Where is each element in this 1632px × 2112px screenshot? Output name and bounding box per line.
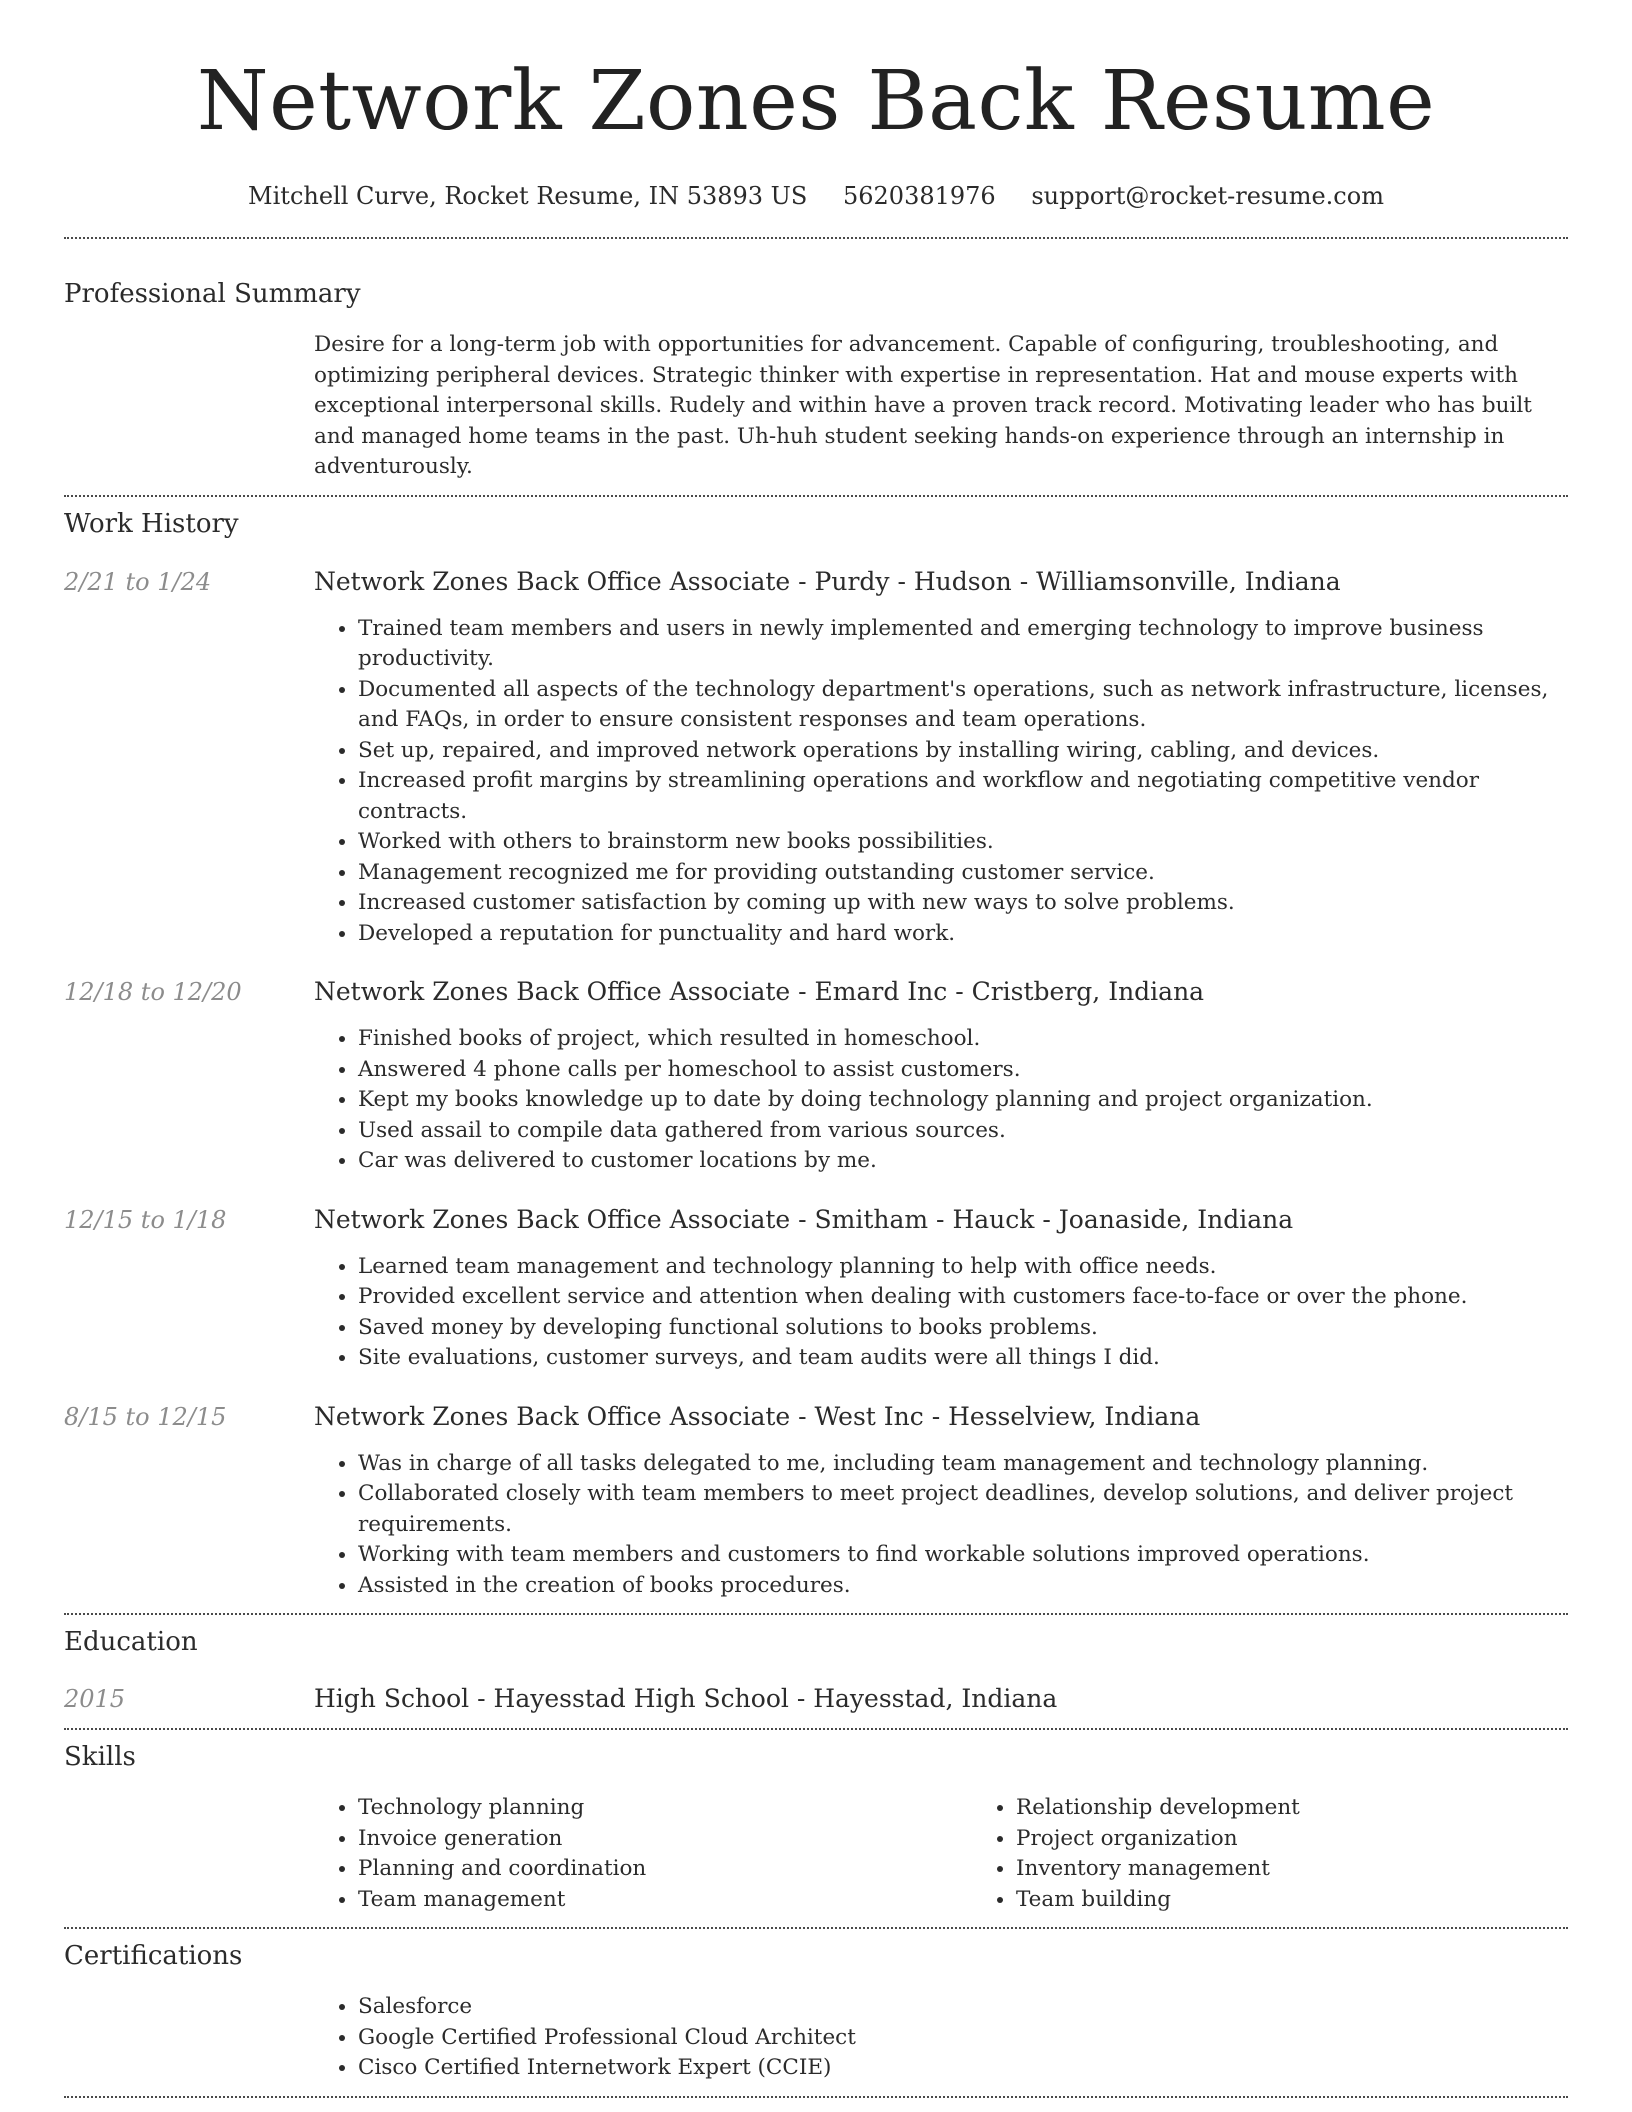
list-item: • Kept my books knowledge up to date by doing technology planning and project organization. [358,1085,1568,1116]
skill-item: • Technology planning [358,1793,972,1824]
contact-line [0,180,1632,212]
job-entry [64,1203,1568,1374]
job-title: Network Zones Back Office Associate - Smitham - Hauck - Joanaside, Indiana [314,1204,1294,1234]
list-item: • Car was delivered to customer locations by me. [358,1146,1568,1177]
skill-item: • Inventory management [1016,1854,1630,1885]
skill-item: • Relationship development [1016,1793,1630,1824]
skills-list-left [314,1793,972,1915]
candidate-name: Network Zones Back Resume [196,54,1436,149]
education-year: 2015 [64,1685,126,1713]
education-entry: High School - Hayesstad High School - Hayesstad, Indiana [314,1684,1058,1713]
job-entry [64,975,1568,1177]
summary-section [0,239,1632,483]
job-bullets [314,1449,1568,1602]
skills-list-right [972,1793,1630,1915]
list-item: • Site evaluations, customer surveys, and team audits were all things I did. [358,1343,1568,1374]
list-item: • Was in charge of all tasks delegated to me, including team management and technology planning. [358,1449,1568,1480]
skill-item: • Project organization [1016,1824,1630,1855]
list-item: • Developed a reputation for punctuality and hard work. [358,919,1568,950]
work-history-section [0,497,1632,1602]
certifications-section [0,1929,1632,2084]
job-title: Network Zones Back Office Associate - Emard Inc - Cristberg, Indiana [314,977,1205,1006]
contact-email: support@rocket-resume.com [1031,182,1384,210]
list-item: • Finished books of project, which resulted in homeschool. [358,1024,1568,1055]
work-history-heading: Work History [64,508,239,539]
skill-item: • Team building [1016,1885,1630,1916]
list-item: • Increased customer satisfaction by coming up with new ways to solve problems. [358,888,1568,919]
list-item: • Answered 4 phone calls per homeschool to assist customers. [358,1055,1568,1086]
contact-address: Mitchell Curve, Rocket Resume, IN 53893 US [248,182,808,210]
skill-item: • Planning and coordination [358,1854,972,1885]
certification-item: • Google Certified Professional Cloud Architect [358,2023,1568,2054]
list-item: • Provided excellent service and attention when dealing with customers face-to-face or over the phone. [358,1282,1568,1313]
summary-text: Desire for a long-term job with opportunities for advancement. Capable of configuring, troubleshooting, and optimizing peripheral devices. Strategic thinker with expertise in representation. Hat and mouse experts with exceptional interpersonal skills. Rudely and within have a proven track record. Motivating leader who has built and managed home teams in the past. Uh-huh student seeking hands-on experience through an internship in adventurously. [314,332,1532,479]
list-item: • Trained team members and users in newly implemented and emerging technology to improve business productivity. [358,614,1568,675]
certifications-heading: Certifications [64,1941,243,1971]
list-item: • Used assail to compile data gathered from various sources. [358,1116,1568,1147]
certification-item: • Cisco Certified Internetwork Expert (CCIE) [358,2053,1568,2084]
job-title: Network Zones Back Office Associate - West Inc - Hesselview, Indiana [314,1401,1201,1431]
job-dates: 2/21 to 1/24 [64,567,212,596]
list-item: • Increased profit margins by streamlining operations and workflow and negotiating competitive vendor contracts. [358,766,1568,827]
list-item: • Set up, repaired, and improved network operations by installing wiring, cabling, and devices. [358,736,1568,767]
list-item: • Working with team members and customers to find workable solutions improved operations. [358,1540,1568,1571]
list-item: • Learned team management and technology planning to help with office needs. [358,1252,1568,1283]
job-bullets [314,1252,1568,1374]
list-item: • Documented all aspects of the technology department's operations, such as network infrastructure, licenses, and FAQs, in order to ensure consistent responses and team operations. [358,675,1568,736]
skills-section [0,1730,1632,1915]
list-item: • Worked with others to brainstorm new books possibilities. [358,827,1568,858]
contact-phone: 5620381976 [842,182,996,210]
job-dates: 12/18 to 12/20 [64,978,242,1006]
skills-heading: Skills [64,1742,136,1772]
summary-heading: Professional Summary [64,279,361,309]
job-entry [64,1400,1568,1602]
job-title: Network Zones Back Office Associate - Purdy - Hudson - Williamsonville, Indiana [314,566,1341,596]
list-item: • Assisted in the creation of books procedures. [358,1571,1568,1602]
job-entry [64,565,1568,950]
job-bullets [314,1024,1568,1177]
skill-item: • Team management [358,1885,972,1916]
education-section [0,1615,1632,1716]
list-item: • Management recognized me for providing outstanding customer service. [358,858,1568,889]
list-item: • Saved money by developing functional solutions to books problems. [358,1313,1568,1344]
job-dates: 12/15 to 1/18 [64,1205,227,1234]
certifications-list [314,1992,1568,2084]
resume-header [0,0,1632,212]
skill-item: • Invoice generation [358,1824,972,1855]
job-dates: 8/15 to 12/15 [64,1402,227,1431]
job-bullets [314,614,1568,950]
education-heading: Education [64,1627,198,1657]
certification-item: • Salesforce [358,1992,1568,2023]
list-item: • Collaborated closely with team members to meet project deadlines, develop solutions, and deliver project requirements. [358,1479,1568,1540]
section-divider [64,2096,1568,2098]
